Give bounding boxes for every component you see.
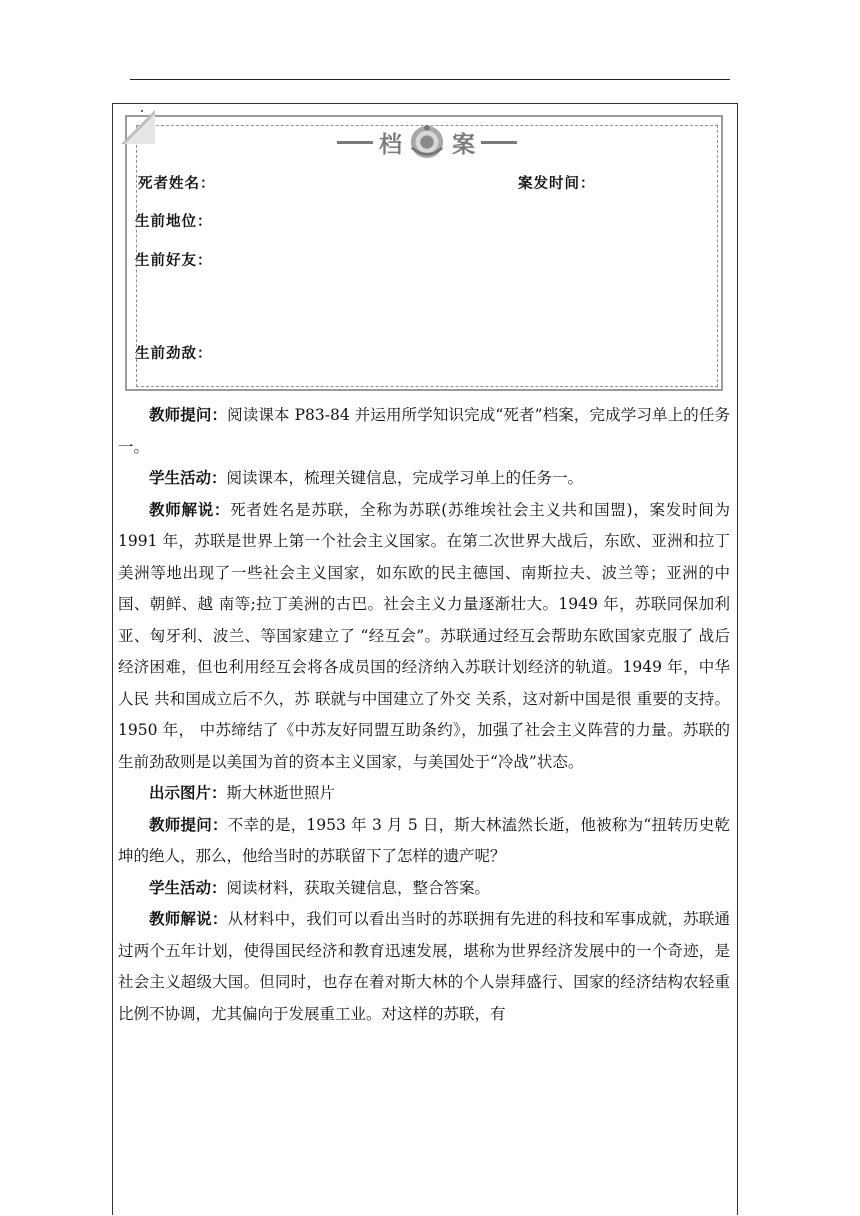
dossier-title-right: 案 [452, 131, 475, 158]
paragraph-text: 阅读课本，梳理关键信息，完成学习单上的任务一。 [226, 469, 584, 487]
paragraph [118, 463, 730, 495]
title-dash-right [481, 141, 517, 144]
field-friends: 生前好友： [135, 253, 213, 269]
paragraph-label: 学生活动： [149, 469, 227, 487]
paragraph [118, 495, 730, 779]
paragraph-text: 阅读材料，获取关键信息，整合答案。 [226, 878, 491, 897]
field-status: 生前地位： [135, 214, 213, 230]
field-enemies: 生前劲敌： [135, 346, 213, 362]
dossier-title-left: 档 [379, 131, 402, 158]
paragraph [118, 873, 730, 905]
emblem-icon [408, 123, 446, 161]
field-incident-time: 案发时间： [518, 176, 596, 192]
dossier-inner-border [136, 125, 718, 387]
paragraph-label: 教师提问： [149, 406, 228, 424]
dossier-title [307, 122, 547, 162]
paragraph-text: 死者姓名是苏联，全称为苏联(苏维埃社会主义共和国盟)，案发时间为 1991 年，苏联是世界上第一个社会主义国家。在第二次世界大战后，东欧、亚洲和拉丁美洲等地出现了一些社会主义国家，如东欧的民主德国、南斯拉夫、波兰等；亚洲的中国、朝鲜、越 南等;拉丁美洲的古巴。社会主义力量逐渐壮大。1949 年，苏联同保加利亚、匈牙利、波兰、等国家建立了 “经互会”。苏联通过经互会帮助东欧国家克服了 战后经济困难，但也利用经互会将各成员国的经济纳入苏联计划经济的轨道。1949 年，中华人民 共和国成立后不久，苏 联就与中国建立了外交 关系，这对新中国是很 重要的支持。1950 年， 中苏缔结了《中苏友好同盟互助条约》，加强了社会主义阵营的力量。苏联的生前劲敌则是以美国为首的资本主义国家，与美国处于“冷战”状态。 [118, 500, 730, 771]
folded-corner-icon [121, 110, 155, 144]
paragraph-label: 出示图片： [149, 784, 227, 802]
paragraph [118, 904, 730, 1030]
paragraph [118, 400, 730, 463]
lesson-content [118, 400, 730, 1030]
paragraph-label: 教师解说： [149, 500, 231, 519]
paragraph-label: 学生活动： [149, 878, 227, 897]
paragraph [118, 810, 730, 873]
paragraph-label: 教师解说： [149, 910, 228, 928]
header-rule [130, 79, 730, 80]
paragraph-text: 从材料中，我们可以看出当时的苏联拥有先进的科技和军事成就，苏联通过两个五年计划，使得国民经济和教育迅速发展，堪称为世界经济发展中的一个奇迹，是社会主义超级大国。但同时，也存在着对斯大林的个人崇拜盛行、国家的经济结构农轻重比例不协调，尤其偏向于发展重工业。对这样的苏联，有 [118, 910, 730, 1023]
dossier-card [121, 110, 726, 392]
field-deceased-name: 死者姓名： [138, 176, 216, 192]
title-dash-left [337, 141, 373, 144]
paragraph [118, 778, 730, 810]
paragraph-text: 斯大林逝世照片 [226, 784, 336, 802]
paragraph-label: 教师提问： [149, 815, 228, 834]
paragraph-text: 阅读课本 P83-84 并运用所学知识完成“死者”档案，完成学习单上的任务一。 [118, 406, 730, 456]
paragraph-text: 不幸的是，1953 年 3 月 5 日，斯大林溘然长逝，他被称为“扭转历史乾坤的绝人，那么，他给当时的苏联留下了怎样的遗产呢？ [118, 815, 730, 865]
